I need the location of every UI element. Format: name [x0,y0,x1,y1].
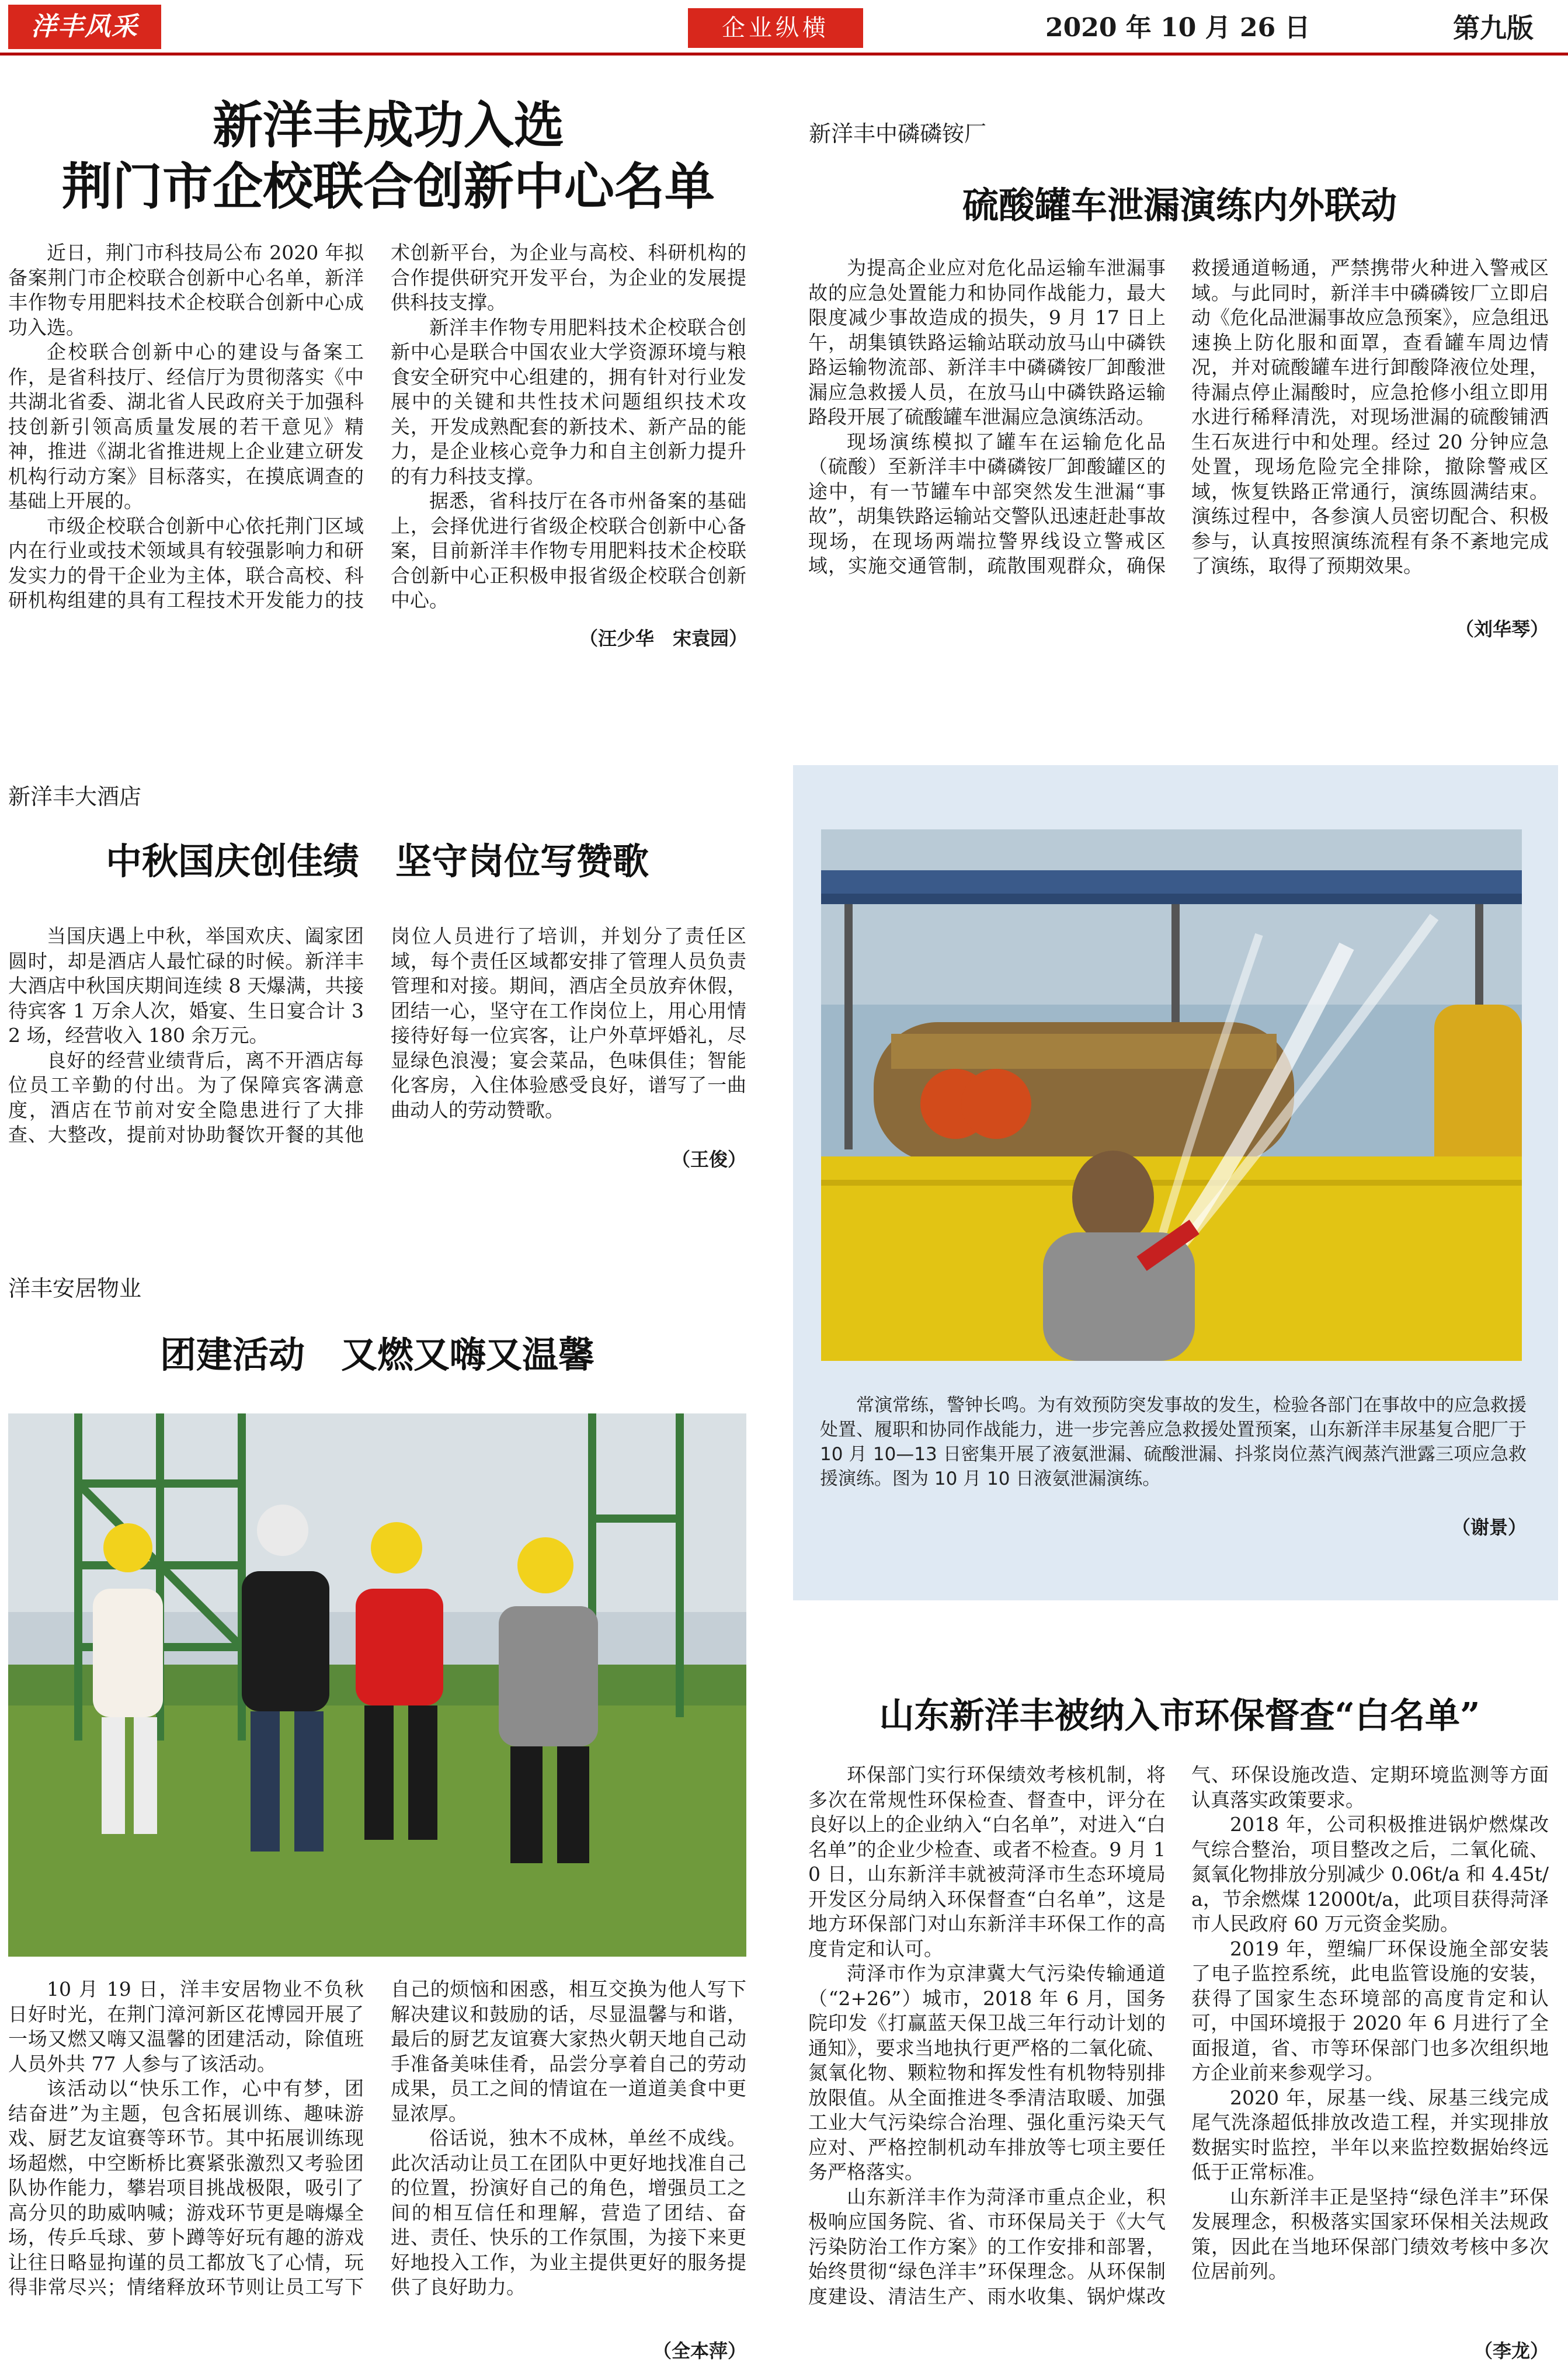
article4-kicker: 洋丰安居物业 [8,1276,142,1301]
paragraph: 市级企校联合创新中心依托荆门区域内在行业或技术领域具有较强影响力和研发实力的骨干企业为主体，联合高校、科研机构组建的具有工程技术开发能力的技术创新平台，为企业与高校、科研机构的合作提供研究开发平台，为企业的发展提供科技支撑。 [8,241,746,612]
paragraph: 山东新洋丰正是坚持“绿色洋丰”环保发展理念，积极落实国家环保相关法规政策，因此在当地环保部门绩效考核中多次位居前列。 [1191,2185,1549,2283]
article4-title: 团建活动 又燃又嗨又温馨 [159,1333,594,1376]
team-photo-image [8,1413,746,1957]
paragraph: 近日，荆门市科技局公布 2020 年拟备案荆门市企校联合创新中心名单，新洋丰作物专用肥料技术企校联合创新中心成功入选。 [8,241,364,339]
paragraph: 2018 年，公司积极推进锅炉燃煤改气综合整治，项目整改之后，二氧化硫、氮氧化物排放分别减少 0.06t/a 和 4.45t/a，节余燃煤 12000t/a，此项目获得菏泽市人民政府 60 万元资金奖励。 [1191,1813,1549,1935]
paragraph: 俗话说，独木不成林，单丝不成线。此次活动让员工在团队中更好地找准自己的位置，扮演好自己的角色，增强员工之间的相互信任和理解，营造了团结、奋进、责任、快乐的工作氛围，为接下来更好地投入工作，为业主提供更好的服务提供了良好助力。 [391,2127,746,2298]
drill-photo-image [821,829,1522,1361]
paragraph: 现场演练模拟了罐车在运输危化品（硫酸）至新洋丰中磷磷铵厂卸酸罐区的途中，有一节罐车中部突然发生泄漏“事故”，胡集铁路运输站交警队迅速赶赴事故现场，在现场两端拉警界线设立警戒区域，实施交通管制，疏散围观群众，确保救援通道畅通，严禁携带火种进入警戒区域。与此同时，新洋丰中磷磷铵厂立即启动《危化品泄漏事故应急预案》，应急组迅速换上防化服和面罩，查看罐车周边情况，并对硫酸罐车进行卸酸降液位处理，待漏点停止漏酸时，应急抢修小组立即用水进行稀释清洗，对现场泄漏的硫酸铺洒生石灰进行中和处理。经过 20 分钟应急处置，现场危险完全排除，撤除警戒区域，恢复铁路正常通行，演练圆满结束。演练过程中，各参演人员密切配合、积极参与，认真按照演练流程有条不紊地完成了演练，取得了预期效果。 [808,256,1549,577]
paragraph: 2019 年，塑编厂环保设施全部安装了电子监控系统，此电监管设施的安装，获得了国家生态环境部的高度肯定和认可，中国环境报于 2020 年 6 月进行了全面报道，省、市等环保部门也多次组织地方企业前来参观学习。 [1191,1937,1549,2084]
article1-title-line1: 新洋丰成功入选 [213,96,564,155]
article3-kicker: 新洋丰大酒店 [8,784,142,810]
team-photo [8,1413,746,1957]
article5-body [808,1763,1549,2363]
article2-title: 硫酸罐车泄漏演练内外联动 [962,184,1397,227]
article2-body [808,256,1549,676]
article1-byline: （汪少华 宋袁园） [579,627,748,649]
paragraph: 企校联合创新中心的建设与备案工作，是省科技厅、经信厅为贯彻落实《中共湖北省委、湖北省人民政府关于加强科技创新引领高质量发展的若干意见》精神，推进《湖北省推进规上企业建立研发机构行动方案》目标落实，在摸底调查的基础上开展的。 [8,341,364,512]
article5-byline: （李龙） [1473,2340,1549,2362]
issue-date: 2020 年 10 月 26 日 [1045,13,1310,43]
article3-byline: （王俊） [671,1148,746,1170]
drill-photo [821,829,1522,1361]
photo1-byline: （谢景） [1451,1516,1527,1538]
article4-byline: （全本萍） [652,2340,746,2362]
paragraph: 为提高企业应对危化品运输车泄漏事故的应急处置能力和协同作战能力，最大限度减少事故造成的损失，9 月 17 日上午，胡集镇铁路运输站联动放马山中磷铁路运输物流部、新洋丰中磷磷铵厂卸酸泄漏应急救援人员，在放马山中磷铁路运输路段开展了硫酸罐车泄漏应急演练活动。 [808,256,1166,428]
paragraph: 新洋丰作物专用肥料技术企校联合创新中心是联合中国农业大学资源环境与粮食安全研究中心组建的，拥有针对行业发展中的关键和共性技术问题组织技术攻关，开发成熟配套的新技术、新产品的能力，是企业核心竞争力和自主创新力提升的有力科技支撑。 [391,315,746,488]
paragraph: 菏泽市作为京津冀大气污染传输通道（“2+26”）城市，2018 年 6 月，国务院印发《打赢蓝天保卫战三年行动计划的通知》，要求当地执行更严格的二氧化硫、氮氧化物、颗粒物和挥发性有机物特别排放限值。从全面推进冬季清洁取暖、加强工业大气污染综合治理、强化重污染天气应对、严格控制机动车排放等七项主要任务严格落实。 [808,1962,1166,2183]
article4-body [8,1977,746,2363]
paragraph: 10 月 19 日，洋丰安居物业不负秋日好时光，在荆门漳河新区花博园开展了一场又燃又嗨又温馨的团建活动，除值班人员外共 77 人参与了该活动。 [8,1978,364,2075]
paragraph: 2020 年，尿基一线、尿基三线完成尾气洗涤超低排放改造工程，并实现排放数据实时监控，半年以来监控数据始终远低于正常标准。 [1191,2086,1549,2183]
article3-title: 中秋国庆创佳绩 坚守岗位写赞歌 [105,840,649,883]
paragraph: 该活动以“快乐工作，心中有梦，团结奋进”为主题，包含拓展训练、趣味游戏、厨艺友谊赛等环节。其中拓展训练现场超燃，中空断桥比赛紧张激烈又考验团队协作能力，攀岩项目挑战极限，吸引了高分贝的助威呐喊；游戏环节更是嗨爆全场，传乒乓球、萝卜蹲等好玩有趣的游戏让往日略显拘谨的员工都放飞了心情，玩得非常尽兴；情绪释放环节则让员工写下自己的烦恼和困惑，相互交换为他人写下解决建议和鼓励的话，尽显温馨与和谐，最后的厨艺友谊赛大家热火朝天地自己动手准备美味佳肴，品尝分享着自己的劳动成果，员工之间的情谊在一道道美食中更显浓厚。 [8,1978,746,2298]
masthead-logo: 洋丰风采 [8,5,161,49]
article3-body [8,924,746,1228]
section-tag: 企业纵横 [688,8,863,48]
paragraph: 山东新洋丰作为菏泽市重点企业，积极响应国务院、省、市环保局关于《大气污染防治工作方案》的工作安排和部署，始终贯彻“绿色洋丰”环保理念。从环保制度建设、清洁生产、雨水收集、锅炉煤改气、环保设施改造、定期环境监测等方面认真落实政策要求。 [808,1763,1549,2308]
article2-byline: （刘华琴） [1455,618,1549,640]
article5-title: 山东新洋丰被纳入市环保督查“白名单” [879,1696,1480,1736]
article2-kicker: 新洋丰中磷磷铵厂 [809,121,987,147]
masthead-rule [0,53,1568,55]
paragraph: 良好的经营业绩背后，离不开酒店每位员工辛勤的付出。为了保障宾客满意度，酒店在节前对安全隐患进行了大排查、大整改，提前对协助餐饮开餐的其他岗位人员进行了培训，并划分了责任区域，每个责任区域都安排了管理人员负责管理和对接。期间，酒店全员放弃休假，团结一心，坚守在工作岗位上，用心用情接待好每一位宾客，让户外草坪婚礼，尽显绿色浪漫；宴会菜品，色味俱佳；智能化客房，入住体验感受良好，谱写了一曲曲动人的劳动赞歌。 [8,925,746,1146]
paragraph: 据悉，省科技厅在各市州备案的基础上，会择优进行省级企校联合创新中心备案，目前新洋丰作物专用肥料技术企校联合创新中心正积极申报省级企校联合创新中心。 [391,489,746,612]
article1-title-line2: 荆门市企校联合创新中心名单 [62,157,715,216]
photo1-caption: 常演常练，警钟长鸣。为有效预防突发事故的发生，检验各部门在事故中的应急救援处置、履职和协同作战能力，进一步完善应急救援处置预案，山东新洋丰尿基复合肥厂于 10 月 10—13 日密集开展了液氨泄漏、硫酸泄漏、抖浆岗位蒸汽阀蒸汽泄露三项应急救援演练。图为 10 月 10 日液氨泄漏演练。 [820,1395,1527,1489]
paragraph: 当国庆遇上中秋，举国欢庆、阖家团圆时，却是酒店人最忙碌的时候。新洋丰大酒店中秋国庆期间连续 8 天爆满，共接待宾客 1 万余人次，婚宴、生日宴合计 32 场，经营收入 180 余万元。 [8,925,364,1047]
article1-body [8,241,746,679]
paragraph: 环保部门实行环保绩效考核机制，将多次在常规性环保检查、督查中，评分在良好以上的企业纳入“白名单”，对进入“白名单”的企业少检查、或者不检查。9 月 10 日，山东新洋丰就被菏泽市生态环境局开发区分局纳入环保督查“白名单”，这是地方环保部门对山东新洋丰环保工作的高度肯定和认可。 [808,1763,1166,1960]
page-number: 第九版 [1453,12,1534,44]
